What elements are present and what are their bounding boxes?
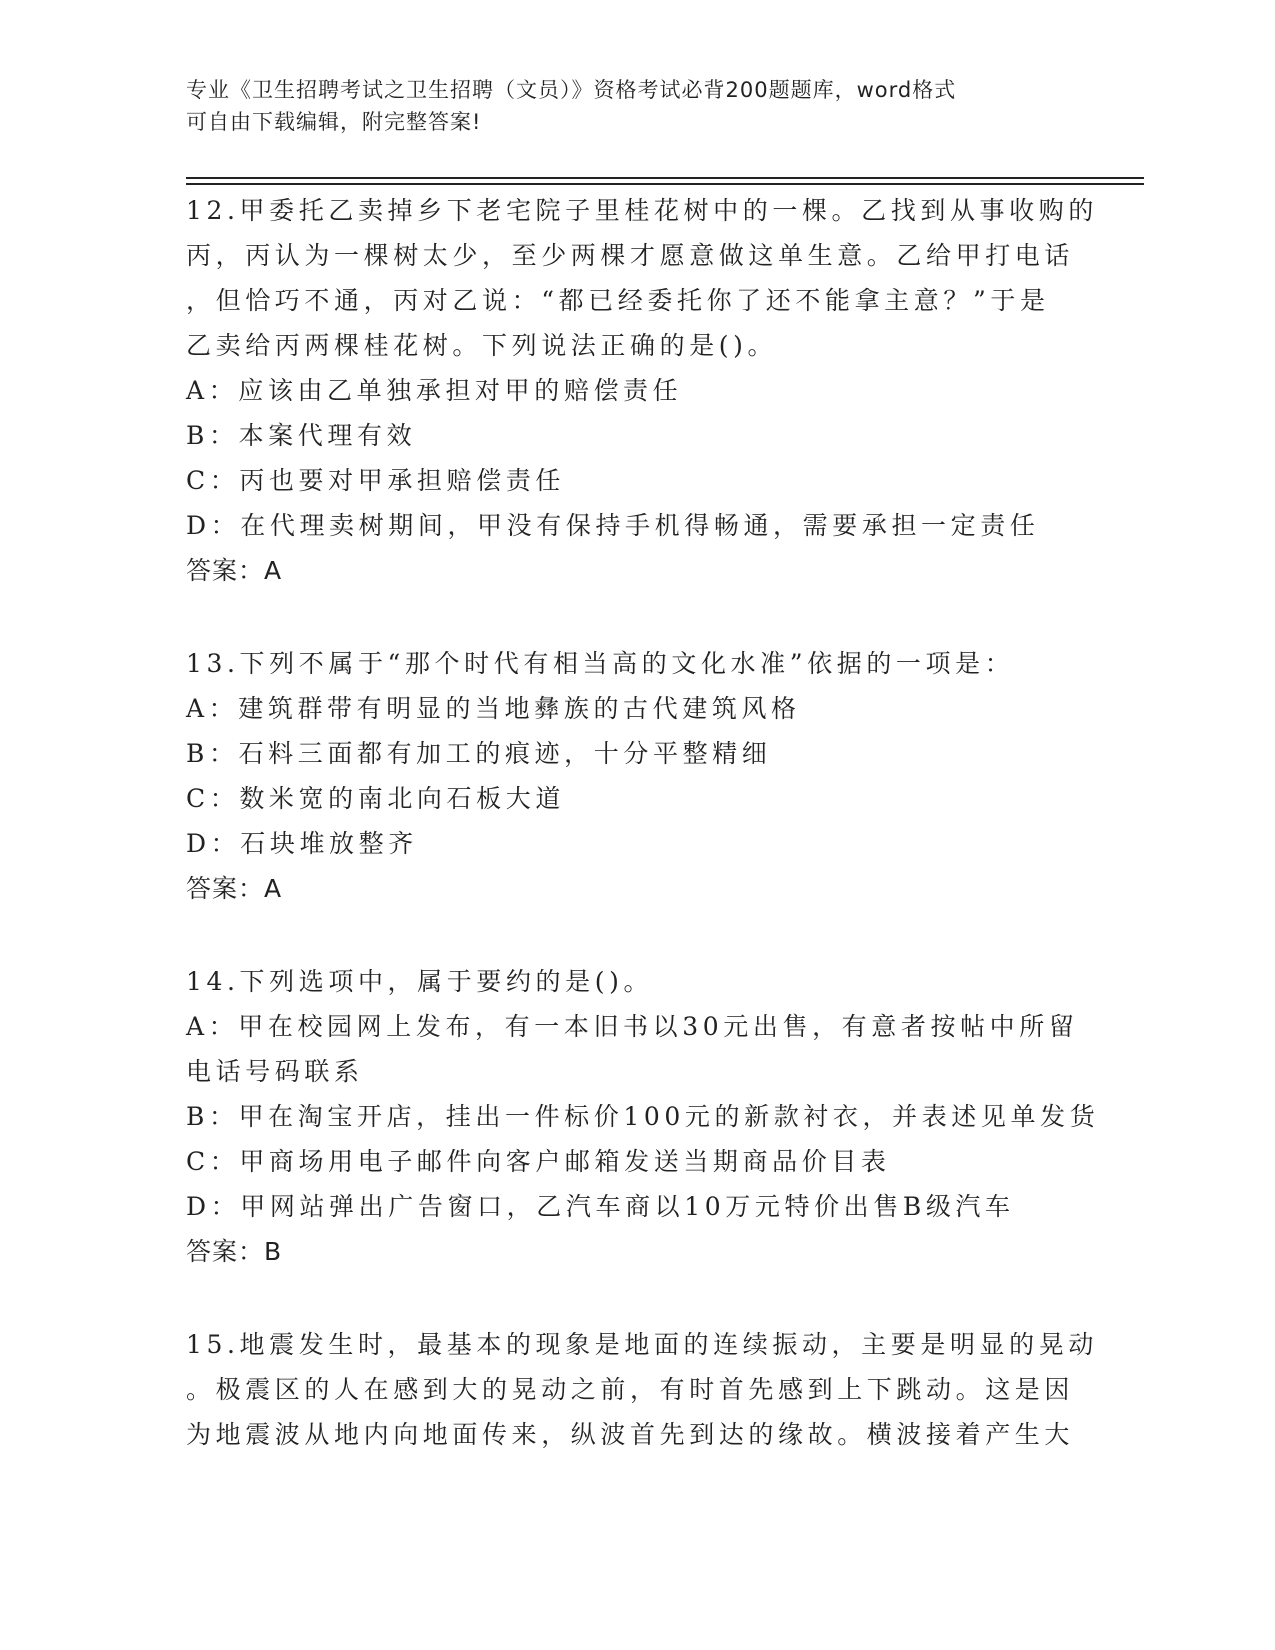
question-13: [186, 641, 1116, 911]
answer-text: 答案：B: [186, 1237, 283, 1266]
question-text-line: 14.下列选项中，属于要约的是()。: [186, 967, 654, 996]
option-d: D：石块堆放整齐: [186, 829, 418, 858]
option-c: C：丙也要对甲承担赔偿责任: [186, 466, 565, 495]
question-text-line: 13.下列不属于“那个时代有相当高的文化水准”依据的一项是：: [186, 649, 1015, 678]
question-15: [186, 1322, 1116, 1457]
option-d: D：甲网站弹出广告窗口，乙汽车商以10万元特价出售B级汽车: [186, 1192, 1015, 1221]
question-text-line: 12.甲委托乙卖掉乡下老宅院子里桂花树中的一棵。乙找到从事收购的: [186, 196, 1098, 225]
header-divider-bottom: [186, 183, 1144, 185]
question-text-line: ，但恰巧不通，丙对乙说：“都已经委托你了还不能拿主意？”于是: [186, 286, 1050, 315]
option-b: B：本案代理有效: [186, 421, 417, 450]
question-14: [186, 959, 1116, 1274]
header-line-2: 可自由下载编辑，附完整答案!: [186, 110, 482, 134]
header-line-1: 专业《卫生招聘考试之卫生招聘（文员）》资格考试必背200题题库，word格式: [186, 78, 957, 102]
option-b: B：石料三面都有加工的痕迹，十分平整精细: [186, 739, 772, 768]
answer-text: 答案：A: [186, 874, 283, 903]
question-spacer: [186, 911, 1116, 959]
question-text-line: 丙，丙认为一棵树太少，至少两棵才愿意做这单生意。乙给甲打电话: [186, 241, 1075, 270]
option-b: B：甲在淘宝开店，挂出一件标价100元的新款衬衣，并表述见单发货: [186, 1102, 1100, 1131]
question-spacer: [186, 1274, 1116, 1322]
header-divider-top: [186, 177, 1144, 179]
option-c: C：甲商场用电子邮件向客户邮箱发送当期商品价目表: [186, 1147, 891, 1176]
question-12: [186, 188, 1116, 593]
option-a: A：建筑群带有明显的当地彝族的古代建筑风格: [186, 694, 801, 723]
question-list: [186, 188, 1116, 1457]
question-spacer: [186, 593, 1116, 641]
option-a: A：应该由乙单独承担对甲的赔偿责任: [186, 376, 683, 405]
option-d: D：在代理卖树期间，甲没有保持手机得畅通，需要承担一定责任: [186, 511, 1040, 540]
option-c: C：数米宽的南北向石板大道: [186, 784, 565, 813]
question-text-line: 乙卖给丙两棵桂花树。下列说法正确的是()。: [186, 331, 778, 360]
option-a-continuation: 电话号码联系: [186, 1057, 364, 1086]
option-a: A：甲在校园网上发布，有一本旧书以30元出售，有意者按帖中所留: [186, 1012, 1079, 1041]
answer-text: 答案：A: [186, 556, 283, 585]
document-header: [186, 74, 1066, 138]
question-text-line: 。极震区的人在感到大的晃动之前，有时首先感到上下跳动。这是因: [186, 1375, 1075, 1404]
question-text-line: 15.地震发生时，最基本的现象是地面的连续振动，主要是明显的晃动: [186, 1330, 1098, 1359]
question-text-line: 为地震波从地内向地面传来，纵波首先到达的缘故。横波接着产生大: [186, 1420, 1075, 1449]
